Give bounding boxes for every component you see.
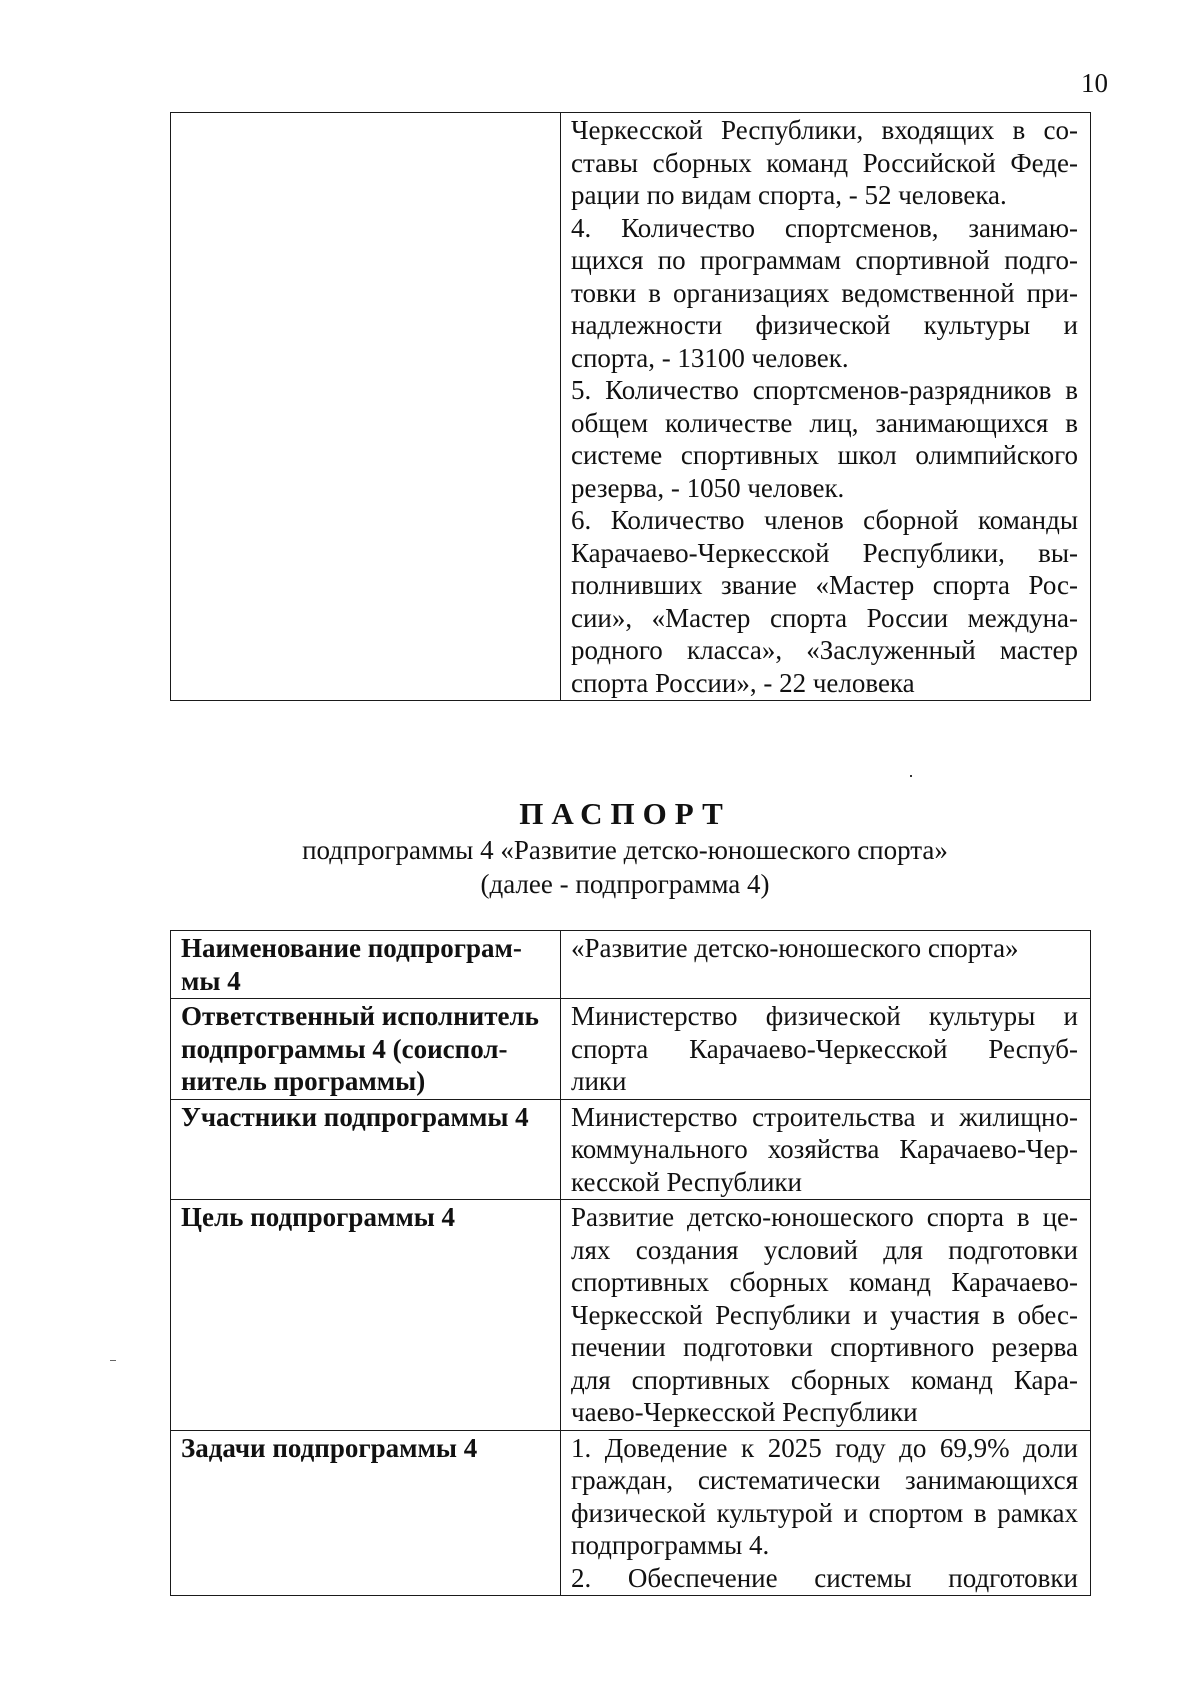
text-line: рации по видам спорта, - 52 человека.	[571, 180, 1007, 210]
value-line: лики	[571, 1066, 627, 1096]
text-line: товки в организациях ведомственной при-	[571, 277, 1078, 308]
value-line: Черкесской Республики и участия в обес-	[571, 1299, 1078, 1330]
value-line: 2. Обеспечение системы подготовки	[571, 1562, 1078, 1593]
table-row-name	[171, 931, 1091, 999]
value-line: подпрограммы 4.	[571, 1530, 770, 1560]
text-line: общем количестве лиц, занимающихся в	[571, 407, 1078, 438]
text-line: надлежности физической культуры и	[571, 310, 1078, 340]
value-line: кесской Республики	[571, 1166, 802, 1197]
passport-table	[170, 930, 1091, 1596]
value-line: Развитие детско-юношеского спорта в це-	[571, 1202, 1078, 1232]
label-line: Наименование подпрограм-	[181, 933, 522, 963]
label-line: подпрограммы 4 (соиспол-	[181, 1033, 508, 1064]
table-cell-indicators	[561, 113, 1091, 701]
value-line: граждан, систематически занимающихся	[571, 1465, 1078, 1495]
value-line: «Развитие детско-юношеского спорта»	[571, 933, 1019, 963]
text-line: родного класса», «Заслуженный мастер	[571, 635, 1078, 665]
table-cell-empty	[171, 113, 561, 701]
row-value	[561, 1430, 1091, 1596]
row-value	[561, 1099, 1091, 1200]
value-line: спортивных сборных команд Карачаево-	[571, 1267, 1078, 1297]
text-line: спорта России», - 22 человека	[571, 667, 915, 698]
value-line: спорта Карачаево-Черкесской Респуб-	[571, 1033, 1078, 1064]
text-line: сии», «Мастер спорта России междуна-	[571, 602, 1078, 633]
value-line: Министерство строительства и жилищно-	[571, 1101, 1078, 1132]
row-label	[171, 1430, 561, 1596]
table-row	[171, 113, 1091, 701]
table-row-goal	[171, 1200, 1091, 1431]
value-line: коммунального хозяйства Карачаево-Чер-	[571, 1134, 1078, 1164]
table-row-participants	[171, 1099, 1091, 1200]
text-line: резерва, - 1050 человек.	[571, 472, 845, 503]
continuation-table	[170, 112, 1091, 701]
label-line: нитель программы)	[181, 1066, 426, 1096]
value-line: чаево-Черкесской Республики	[571, 1397, 918, 1427]
text-line: полнивших звание «Мастер спорта Рос-	[571, 570, 1078, 600]
value-line: физической культурой и спортом в рамках	[571, 1497, 1078, 1528]
value-line: 1. Доведение к 2025 году до 69,9% доли	[571, 1432, 1078, 1463]
scan-speck	[110, 1360, 116, 1361]
passport-heading	[0, 795, 1200, 901]
label-line: Цель подпрограммы 4	[181, 1202, 456, 1232]
row-label	[171, 931, 561, 999]
label-line: Задачи подпрограммы 4	[181, 1432, 478, 1463]
row-value	[561, 999, 1091, 1100]
text-line: системе спортивных школ олимпийского	[571, 440, 1078, 470]
passport-subtitle-note: (далее - подпрограмма 4)	[480, 869, 770, 899]
scan-speck	[910, 775, 912, 777]
row-value	[561, 931, 1091, 999]
label-line: мы 4	[181, 965, 241, 996]
passport-title: ПАСПОРТ	[519, 796, 731, 831]
row-label	[171, 1200, 561, 1431]
text-line: Карачаево-Черкесской Республики, вы-	[571, 537, 1078, 568]
text-line: щихся по программам спортивной подго-	[571, 245, 1078, 275]
table-row-tasks	[171, 1430, 1091, 1596]
row-label	[171, 1099, 561, 1200]
page-number: 10	[1081, 68, 1108, 98]
text-line: 5. Количество спортсменов-разрядников в	[571, 375, 1078, 405]
row-value	[561, 1200, 1091, 1431]
passport-subtitle: подпрограммы 4 «Развитие детско-юношеского спорта»	[302, 835, 948, 865]
value-line: Министерство физической культуры и	[571, 1001, 1078, 1031]
row-label	[171, 999, 561, 1100]
table-row-executor	[171, 999, 1091, 1100]
text-line: Черкесской Республики, входящих в со-	[571, 115, 1078, 145]
value-line: печении подготовки спортивного резерва	[571, 1332, 1078, 1362]
text-line: 6. Количество членов сборной команды	[571, 505, 1078, 535]
text-line: ставы сборных команд Российской Феде-	[571, 147, 1078, 178]
text-line: 4. Количество спортсменов, занимаю-	[571, 212, 1078, 243]
label-line: Участники подпрограммы 4	[181, 1101, 529, 1132]
label-line: Ответственный исполнитель	[181, 1001, 539, 1031]
text-line: спорта, - 13100 человек.	[571, 342, 849, 373]
value-line: лях создания условий для подготовки	[571, 1234, 1078, 1265]
value-line: для спортивных сборных команд Кара-	[571, 1364, 1078, 1395]
